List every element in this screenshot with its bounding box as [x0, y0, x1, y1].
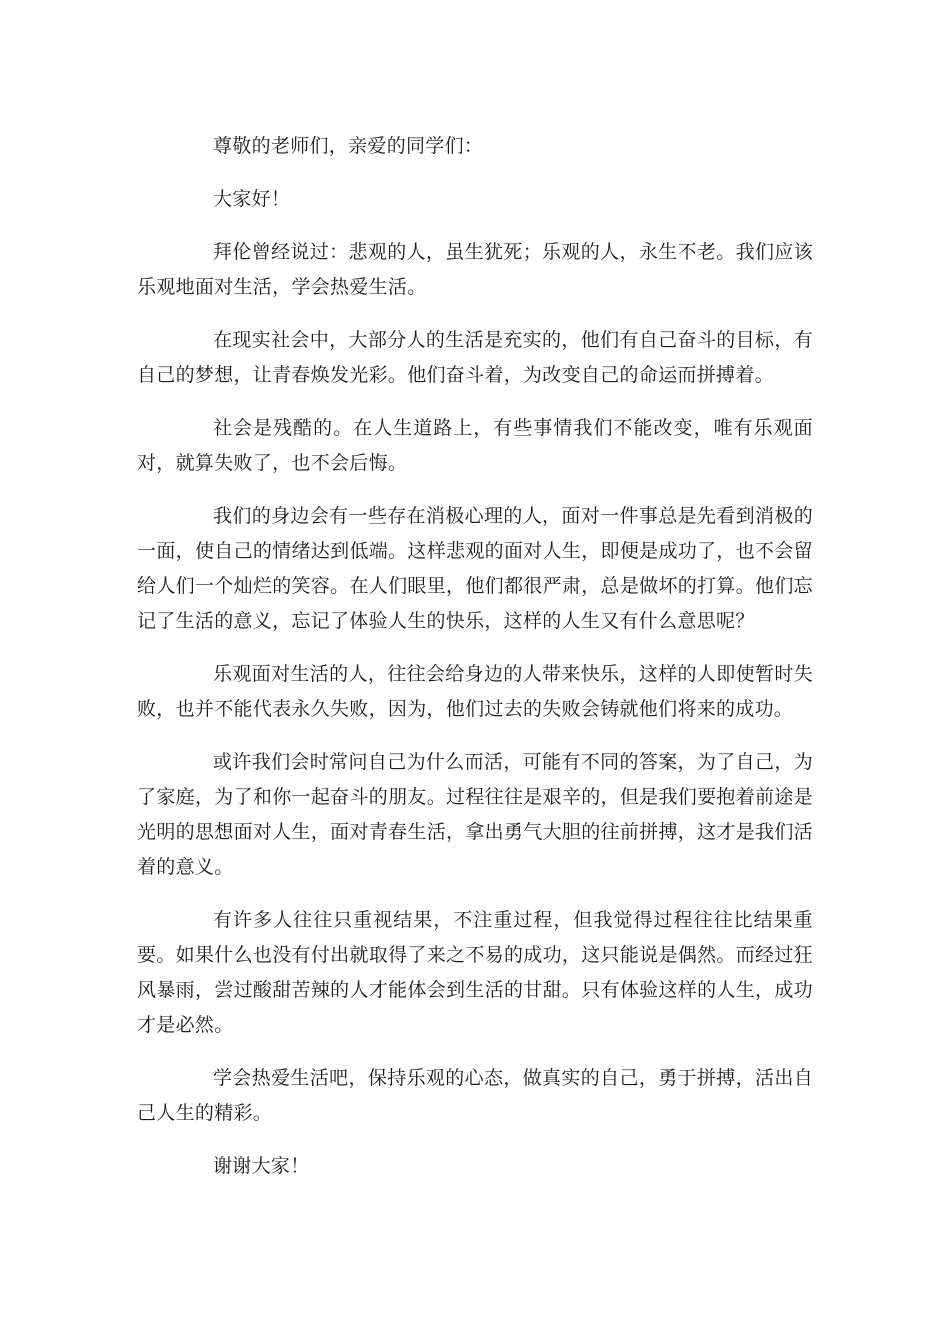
paragraph-real-society: 在现实社会中，大部分人的生活是充实的，他们有自己奋斗的目标，有自己的梦想，让青春焕发光彩。他们奋斗着，为改变自己的命运而拼搏着。 — [137, 329, 813, 386]
salutation: 尊敬的老师们，亲爱的同学们： — [213, 135, 484, 157]
paragraph-love-life: 学会热爱生活吧，保持乐观的心态，做真实的自己，勇于拼搏，活出自己人生的精彩。 — [137, 1067, 813, 1124]
paragraph-why-live: 或许我们会时常问自己为什么而活，可能有不同的答案，为了自己，为了家庭，为了和你一起奋斗的朋友。过程往往是艰辛的，但是我们要抱着前途是光明的思想面对人生，面对青春生活，拿出勇气大胆的往前拼搏，这才是我们活着的意义。 — [137, 751, 813, 878]
greeting: 大家好！ — [213, 188, 291, 210]
speech-body — [137, 129, 813, 1202]
paragraph-process-vs-result: 有许多人往往只重视结果，不注重过程，但我觉得过程往往比结果重要。如果什么也没有付出就取得了来之不易的成功，这只能说是偶然。而经过狂风暴雨，尝过酸甜苦辣的人才能体会到生活的甘甜。只有体验这样的人生，成功才是必然。 — [137, 909, 813, 1036]
closing-thanks: 谢谢大家！ — [213, 1155, 310, 1177]
paragraph-society-cruel: 社会是残酷的。在人生道路上，有些事情我们不能改变，唯有乐观面对，就算失败了，也不会后悔。 — [137, 417, 813, 474]
paragraph-byron-quote: 拜伦曾经说过：悲观的人，虽生犹死；乐观的人，永生不老。我们应该乐观地面对生活，学会热爱生活。 — [137, 241, 813, 298]
paragraph-negative-people: 我们的身边会有一些存在消极心理的人，面对一件事总是先看到消极的一面，使自己的情绪达到低端。这样悲观的面对人生，即便是成功了，也不会留给人们一个灿烂的笑容。在人们眼里，他们都很严肃，总是做坏的打算。他们忘记了生活的意义，忘记了体验人生的快乐，这样的人生又有什么意思呢？ — [137, 505, 813, 632]
paragraph-optimistic-people: 乐观面对生活的人，往往会给身边的人带来快乐，这样的人即使暂时失败，也并不能代表永久失败，因为，他们过去的失败会铸就他们将来的成功。 — [137, 663, 813, 720]
